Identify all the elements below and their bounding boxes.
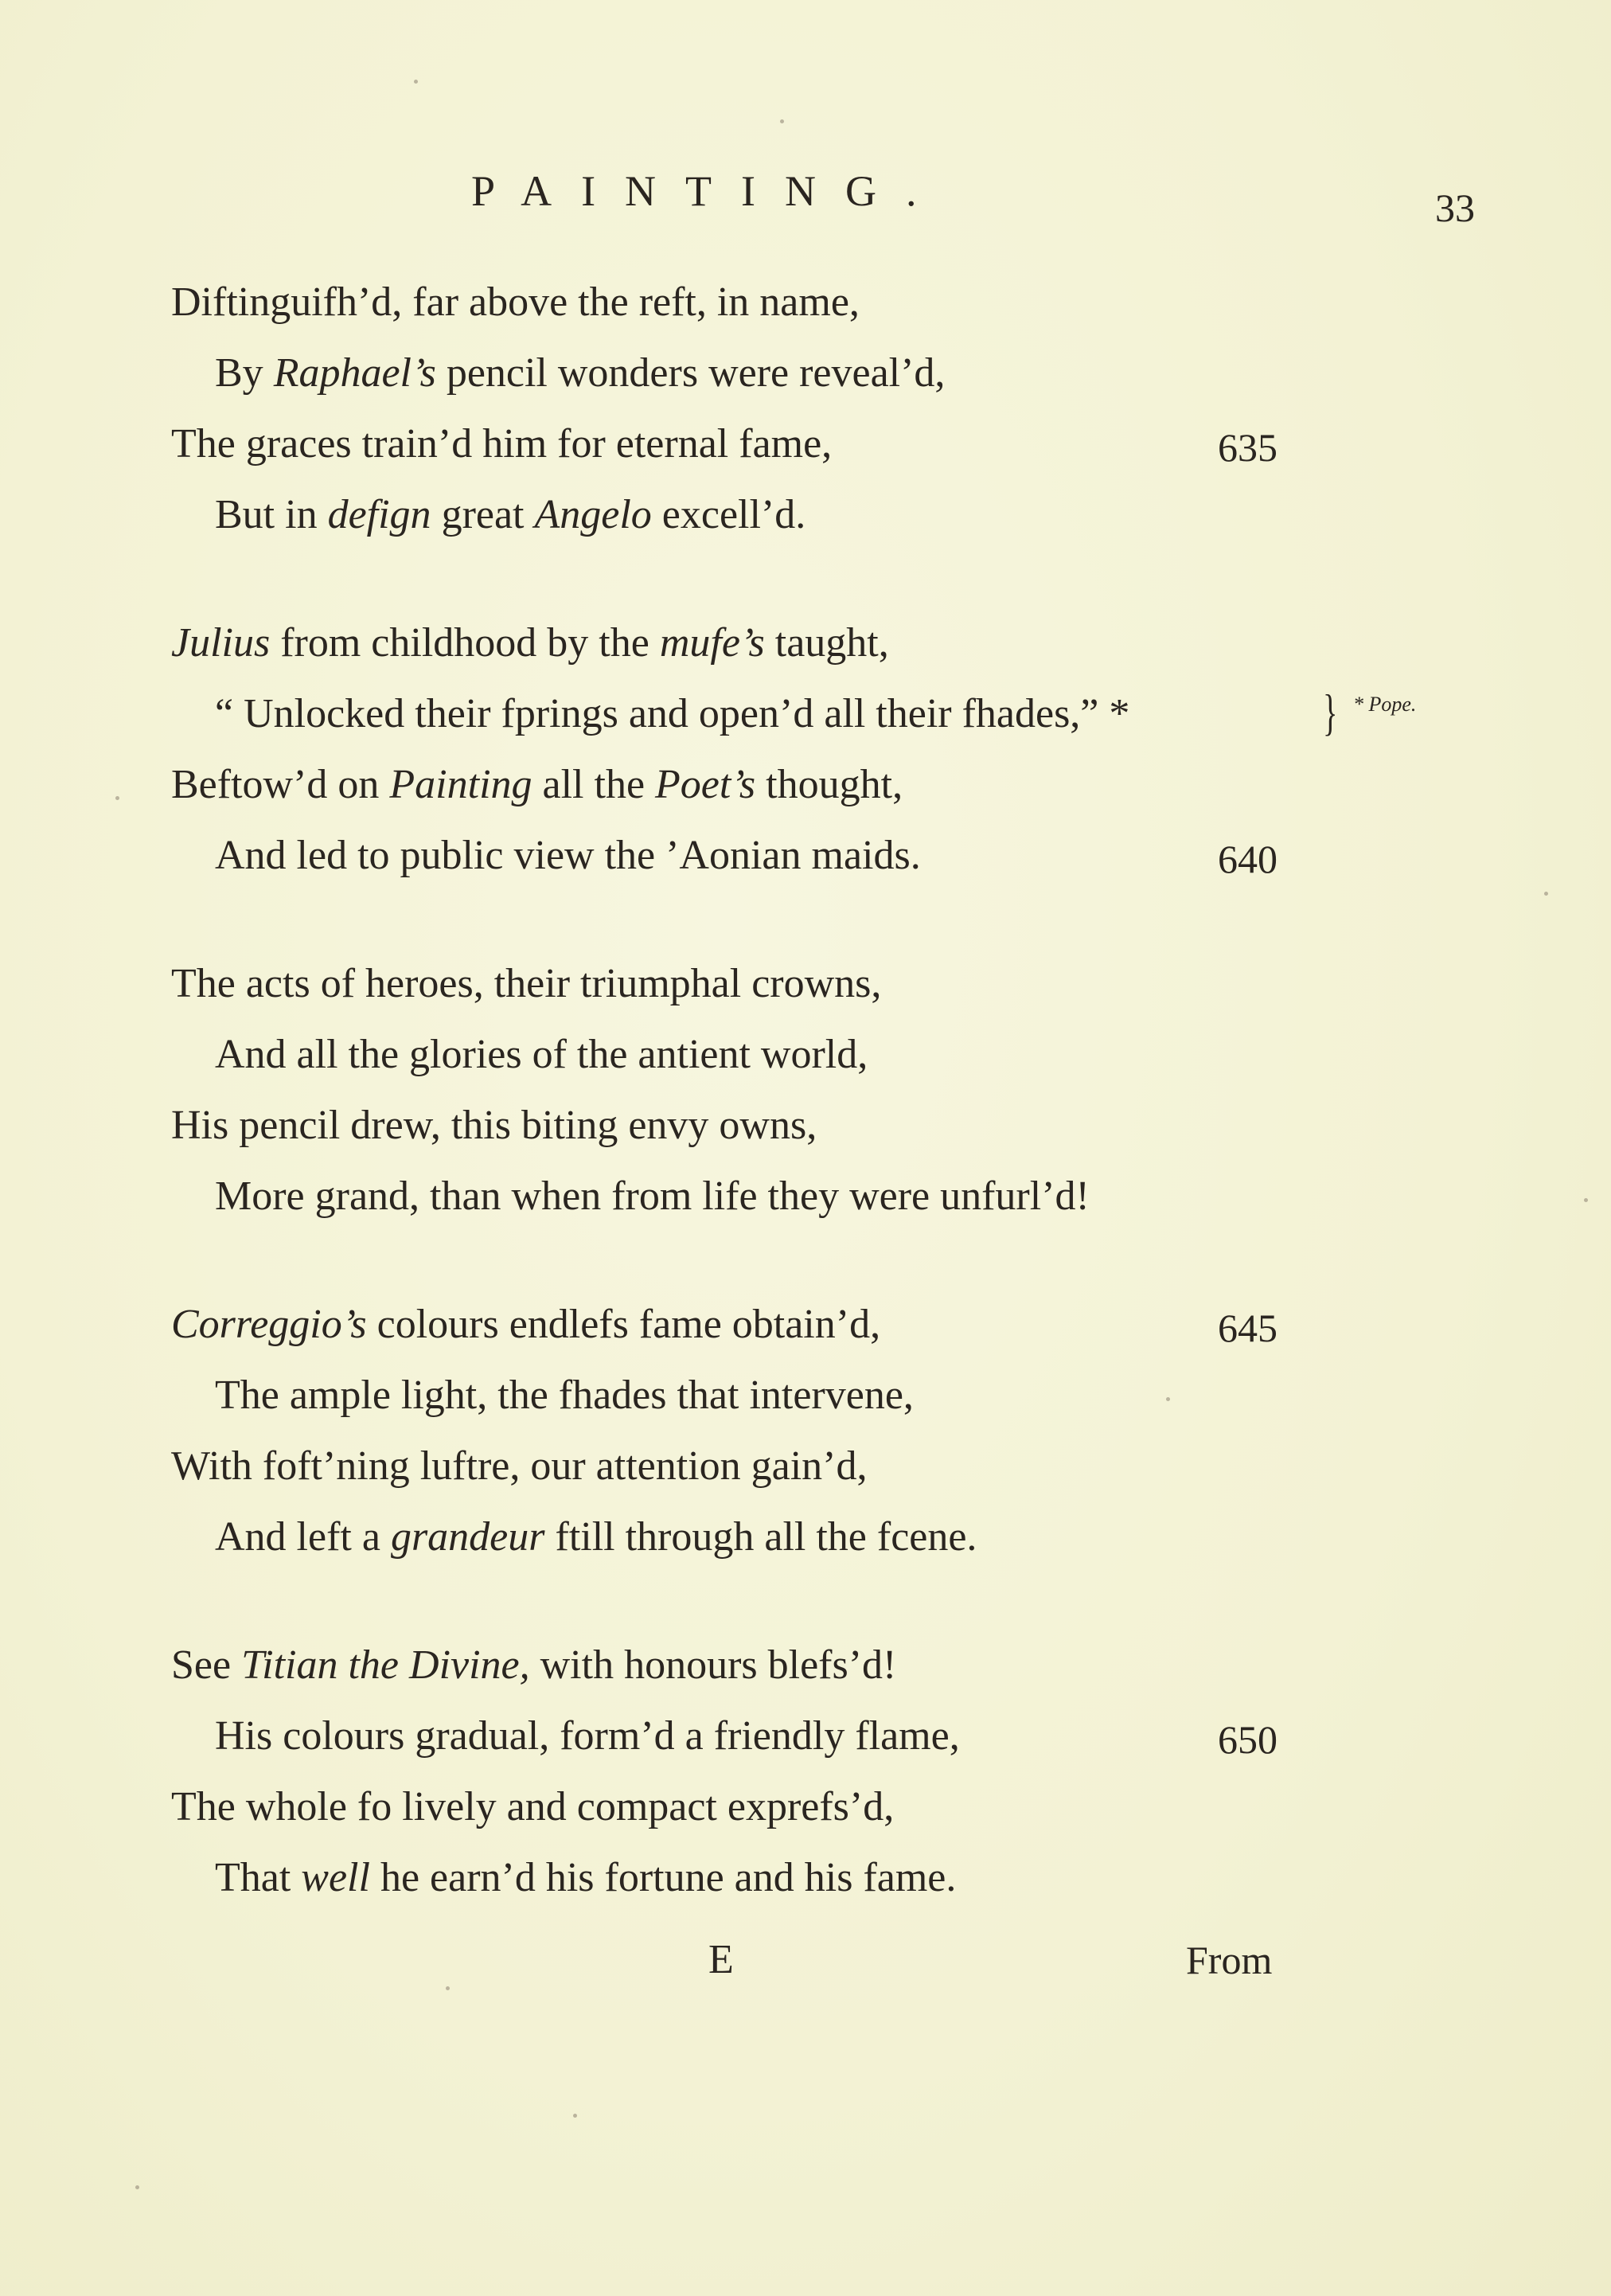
verse-italic-text: Julius (171, 620, 271, 666)
verse-line (171, 1301, 880, 1349)
verse-line (215, 832, 921, 880)
line-number: 650 (1218, 1717, 1277, 1762)
verse-line (171, 960, 881, 1008)
marginal-note-text: * Pope. (1353, 693, 1417, 716)
verse-text: from childhood by the (270, 620, 660, 666)
verse-italic-text: Painting (389, 762, 532, 807)
verse-italic-text: grandeur (390, 1514, 545, 1560)
verse-text: he earn’d his fortune and his fame. (369, 1855, 957, 1900)
verse-line (171, 1783, 894, 1831)
verse-line (215, 1513, 977, 1561)
verse-italic-text: well (301, 1855, 370, 1900)
verse-text: More grand, than when from life they were unfurl’d! (215, 1173, 1090, 1219)
signature-mark: E (708, 1937, 734, 1982)
verse-line (215, 1854, 956, 1902)
verse-italic-text: Poet’s (655, 762, 756, 807)
paper-speck (414, 80, 418, 84)
verse-line (215, 491, 806, 539)
verse-text: thought, (755, 762, 903, 807)
verse-text: Beftow’d on (171, 762, 390, 807)
verse-text: And all the glories of the antient world, (215, 1032, 868, 1077)
verse-text: ftill through all the fcene. (544, 1514, 977, 1560)
verse-line (171, 279, 860, 326)
verse-text: That (215, 1855, 302, 1900)
verse-text: Diftinguifh’d, far above the reft, in name, (171, 279, 860, 325)
verse-line (215, 1712, 960, 1760)
verse-line (215, 1173, 1090, 1220)
verse-line (171, 1102, 817, 1150)
paper-speck (446, 1986, 450, 1990)
verse-italic-text: mufe’s (659, 620, 765, 666)
verse-text: great (431, 492, 535, 537)
paper-speck (1544, 892, 1548, 896)
verse-text: His colours gradual, form’d a friendly flame, (215, 1713, 960, 1759)
paper-speck (115, 796, 119, 800)
paper-speck (1166, 1397, 1170, 1401)
verse-line (171, 619, 889, 667)
verse-line (215, 349, 945, 397)
verse-text: See (171, 1642, 242, 1688)
verse-text: pencil wonders were reveal’d, (435, 350, 946, 396)
verse-text: “ Unlocked their fprings and open’d all their fhades,” * (215, 691, 1130, 736)
verse-text: With foft’ning luftre, our attention gain’d, (171, 1443, 868, 1489)
verse-text: taught, (764, 620, 889, 666)
marginal-brace: } (1323, 684, 1338, 740)
paper-speck (135, 2185, 139, 2189)
verse-text: And left a (215, 1514, 391, 1560)
catchword: From (1186, 1938, 1273, 1982)
verse-text: with honours blefs’d! (529, 1642, 897, 1688)
verse-line (171, 1443, 867, 1490)
verse-line (171, 761, 903, 809)
verse-text: colours endlefs fame obtain’d, (366, 1302, 881, 1347)
verse-line (215, 690, 1129, 738)
verse-text: By (215, 350, 274, 396)
verse-italic-text: Angelo (534, 492, 652, 537)
paper-speck (1584, 1198, 1588, 1202)
verse-italic-text: defign (327, 492, 431, 537)
verse-text: His pencil drew, this biting envy owns, (171, 1103, 817, 1148)
verse-text: excell’d. (651, 492, 806, 537)
marginal-note (1353, 693, 1416, 717)
verse-line (171, 420, 832, 468)
verse-italic-text: Raphael’s (273, 350, 436, 396)
verse-text: And led to public view the ’Aonian maids. (215, 833, 921, 878)
verse-text: The ample light, the fhades that intervene, (215, 1373, 914, 1418)
verse-italic-text: Correggio’s (171, 1302, 367, 1347)
page-number: 33 (1435, 185, 1475, 230)
verse-text: The acts of heroes, their triumphal crowns, (171, 961, 882, 1006)
paper-speck (780, 119, 784, 123)
verse-line (171, 1642, 896, 1689)
verse-text: The whole fo lively and compact exprefs’d, (171, 1784, 895, 1829)
verse-text: The graces train’d him for eternal fame, (171, 421, 833, 467)
running-title: PAINTING. (471, 167, 946, 215)
verse-line (215, 1031, 868, 1079)
verse-text: But in (215, 492, 328, 537)
verse-line (215, 1372, 914, 1419)
paper-speck (573, 2114, 577, 2118)
line-number: 645 (1218, 1306, 1277, 1350)
line-number: 640 (1218, 837, 1277, 881)
verse-text: all the (532, 762, 656, 807)
verse-italic-text: Titian the Divine, (241, 1642, 530, 1688)
line-number: 635 (1218, 425, 1277, 470)
